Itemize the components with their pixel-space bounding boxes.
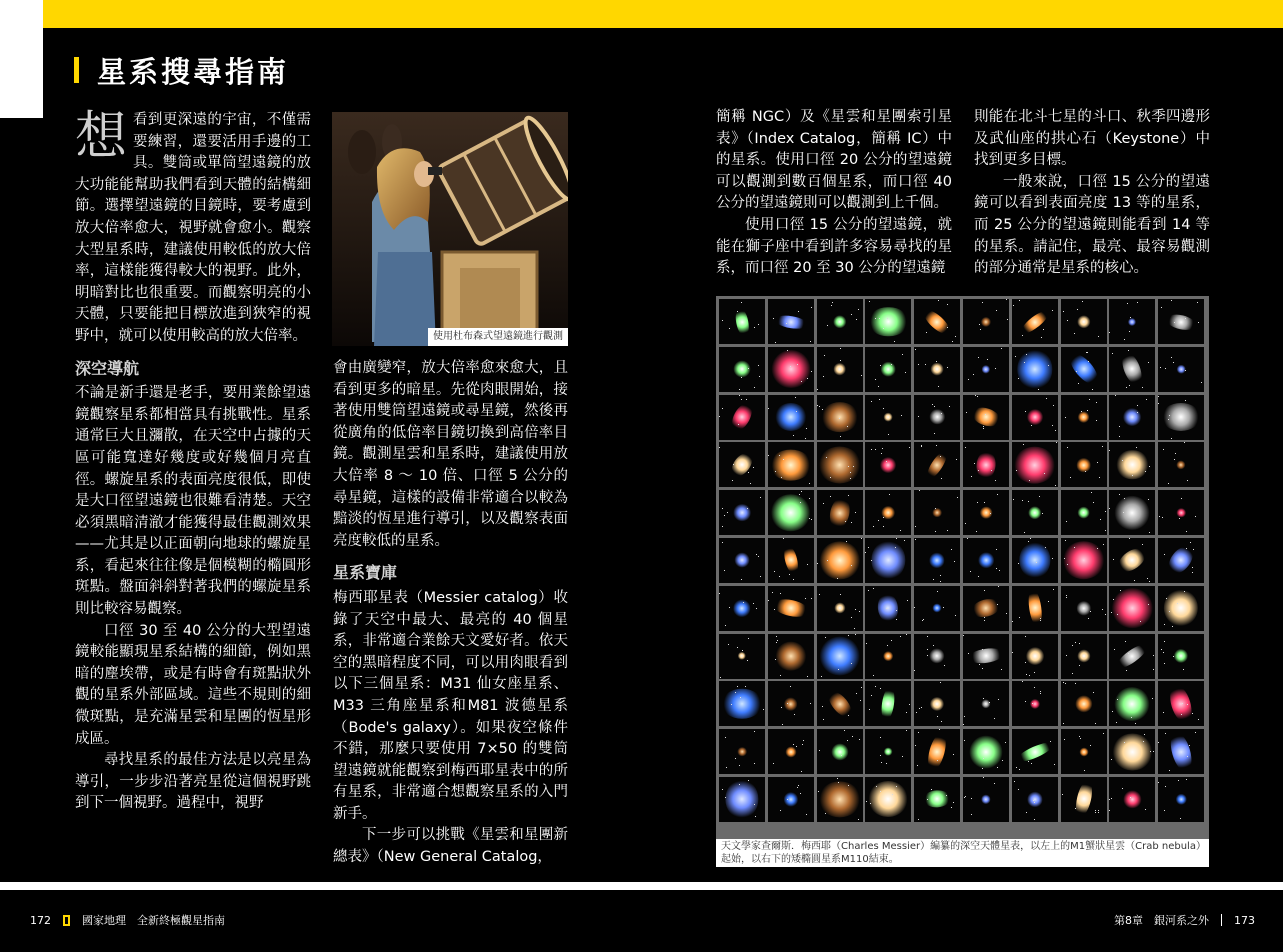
messier-object-thumbnail xyxy=(865,777,911,822)
messier-object-thumbnail xyxy=(768,681,814,726)
footer-left xyxy=(30,912,225,928)
col4-paragraph-1: 則能在北斗七星的斗口、秋季四邊形及武仙座的拱心石（Keystone）中找到更多目標。 xyxy=(974,109,1210,169)
messier-object-thumbnail xyxy=(1061,395,1107,440)
col1-paragraph-4: 尋找星系的最佳方法是以亮星為導引，一步步沿著亮星從這個視野跳到下一個視野。過程中，視野 xyxy=(75,752,311,812)
messier-object-thumbnail xyxy=(963,586,1009,631)
messier-object-thumbnail xyxy=(963,442,1009,487)
dobsonian-observer-illustration xyxy=(332,112,568,346)
messier-object-thumbnail xyxy=(865,681,911,726)
top-yellow-bar xyxy=(43,0,1283,28)
messier-object-thumbnail xyxy=(719,729,765,774)
messier-object-thumbnail xyxy=(1012,538,1058,583)
messier-object-thumbnail xyxy=(963,729,1009,774)
messier-object-thumbnail xyxy=(1109,681,1155,726)
messier-object-thumbnail xyxy=(1061,299,1107,344)
messier-object-thumbnail xyxy=(963,538,1009,583)
col1-paragraph-1: 看到更深遠的宇宙，不僅需要練習，還要活用手邊的工具。雙筒或單筒望遠鏡的放大功能能幫助我們看到天體的結構細節。選擇望遠鏡的目鏡時，要考慮到放大倍率愈大，視野就會愈小。觀察大型星系時，建議使用較低的放大倍率，這樣能獲得較大的視野。此外，明暗對比也很重要。而觀察明亮的小天體，只要能把目標放進到狹窄的視野中，就可以使用較高的放大倍率。 xyxy=(75,112,311,344)
messier-object-thumbnail xyxy=(1158,777,1204,822)
messier-object-thumbnail xyxy=(1012,777,1058,822)
col1-paragraph-3: 口徑 30 至 40 公分的大型望遠鏡較能顯現星系結構的細節，例如黑暗的塵埃帶，或是有時會有斑點狀外觀的星系外部區域。這些不規則的細微斑點，是充滿星雲和星團的恆星形成區。 xyxy=(75,622,311,747)
messier-object-thumbnail xyxy=(914,347,960,392)
messier-object-thumbnail xyxy=(914,777,960,822)
messier-object-thumbnail xyxy=(817,299,863,344)
messier-object-thumbnail xyxy=(768,729,814,774)
messier-object-thumbnail xyxy=(1012,490,1058,535)
drop-cap: 想 xyxy=(75,107,128,167)
grid-caption: 天文學家查爾斯．梅西耶（Charles Messier）編纂的深空天體星表，以左上的M1蟹狀星雲（Crab nebula）起始，以右下的矮橢圓星系M110結束。 xyxy=(716,839,1209,867)
messier-object-thumbnail xyxy=(1158,634,1204,679)
messier-object-thumbnail xyxy=(768,538,814,583)
messier-catalog-grid xyxy=(716,296,1209,839)
messier-object-thumbnail xyxy=(1061,777,1107,822)
messier-object-thumbnail xyxy=(1061,586,1107,631)
messier-object-thumbnail xyxy=(719,586,765,631)
messier-object-thumbnail xyxy=(1061,634,1107,679)
messier-object-thumbnail xyxy=(817,347,863,392)
telescope-photo xyxy=(332,112,568,346)
messier-object-thumbnail xyxy=(1061,681,1107,726)
messier-object-thumbnail xyxy=(768,395,814,440)
col1-paragraph-2: 不論是新手還是老手，要用業餘望遠鏡觀察星系都相當具有挑戰性。星系通常巨大且瀰散，在天空中占據的天區可能寬達好幾度或好幾個月亮直徑。螺旋星系的表面亮度很低，即使是大口徑望遠鏡也很難看清楚。天空必須黑暗清澈才能獲得最佳觀測效果——尤其是以正面朝向地球的螺旋星系，看起來往往像是個模糊的橢圓形斑點。盤面斜斜對著我們的螺旋星系則比較容易觀察。 xyxy=(75,385,311,618)
messier-object-thumbnail xyxy=(1158,442,1204,487)
messier-object-thumbnail xyxy=(817,490,863,535)
messier-object-thumbnail xyxy=(817,538,863,583)
messier-object-thumbnail xyxy=(865,490,911,535)
messier-object-thumbnail xyxy=(963,681,1009,726)
footer-right xyxy=(1114,912,1255,928)
messier-object-thumbnail xyxy=(817,777,863,822)
messier-object-thumbnail xyxy=(914,299,960,344)
messier-object-thumbnail xyxy=(1158,347,1204,392)
messier-object-thumbnail xyxy=(914,681,960,726)
section-header xyxy=(74,50,289,90)
messier-object-thumbnail xyxy=(914,729,960,774)
messier-object-thumbnail xyxy=(1109,490,1155,535)
messier-object-thumbnail xyxy=(1012,442,1058,487)
messier-object-thumbnail xyxy=(914,586,960,631)
messier-object-thumbnail xyxy=(719,490,765,535)
messier-object-thumbnail xyxy=(914,395,960,440)
messier-object-thumbnail xyxy=(1109,729,1155,774)
messier-object-thumbnail xyxy=(768,634,814,679)
messier-object-thumbnail xyxy=(865,395,911,440)
messier-object-thumbnail xyxy=(1158,490,1204,535)
messier-object-thumbnail xyxy=(963,395,1009,440)
chapter-title: 第8章 銀河系之外 xyxy=(1114,914,1209,927)
footer-divider xyxy=(1221,914,1222,926)
messier-object-thumbnail xyxy=(1012,634,1058,679)
messier-object-thumbnail xyxy=(1061,442,1107,487)
page-corner-block xyxy=(0,0,43,118)
text-column-1 xyxy=(75,107,311,815)
messier-object-thumbnail xyxy=(768,347,814,392)
messier-object-thumbnail xyxy=(1012,395,1058,440)
messier-object-thumbnail xyxy=(719,538,765,583)
messier-object-thumbnail xyxy=(817,442,863,487)
title-marker xyxy=(74,57,79,83)
footer-marker xyxy=(63,915,70,926)
messier-object-thumbnail xyxy=(817,395,863,440)
col2-paragraph-3: 下一步可以挑戰《星雲和星團新總表》（New General Catalog， xyxy=(333,827,568,866)
messier-object-thumbnail xyxy=(1012,586,1058,631)
right-page-number: 173 xyxy=(1234,913,1255,927)
heading-deep-sky-navigation: 深空導航 xyxy=(75,358,140,378)
messier-object-thumbnail xyxy=(1012,729,1058,774)
text-column-3 xyxy=(716,107,952,280)
messier-object-thumbnail xyxy=(914,442,960,487)
messier-object-thumbnail xyxy=(865,538,911,583)
messier-object-thumbnail xyxy=(963,634,1009,679)
messier-object-thumbnail xyxy=(719,299,765,344)
col3-paragraph-2: 使用口徑 15 公分的望遠鏡，就能在獅子座中看到許多容易尋找的星系，而口徑 20 至 30 公分的望遠鏡 xyxy=(716,216,952,277)
messier-object-thumbnail xyxy=(1012,347,1058,392)
messier-object-thumbnail xyxy=(963,299,1009,344)
messier-object-thumbnail xyxy=(817,681,863,726)
messier-object-thumbnail xyxy=(1158,729,1204,774)
messier-object-thumbnail xyxy=(963,490,1009,535)
messier-object-thumbnail xyxy=(817,586,863,631)
book-title: 國家地理 全新終極觀星指南 xyxy=(82,914,225,927)
messier-object-thumbnail xyxy=(1012,299,1058,344)
messier-object-thumbnail xyxy=(1158,586,1204,631)
col2-paragraph-2: 梅西耶星表（Messier catalog）收錄了天空中最大、最亮的 40 個星系，非常適合業餘天文愛好者。依天空的黑暗程度不同，可以用肉眼看到以下三個星系：M31 仙女座星系、M33 三角座星系和M81 波德星系（Bode's galaxy）。如果夜空條件不錯，那麼只要使用 7×50 的雙筒望遠鏡就能觀察到梅西耶星表中的所有星系，非常適合想觀察星系的入門新手。 xyxy=(333,589,568,822)
messier-object-thumbnail xyxy=(768,586,814,631)
messier-object-thumbnail xyxy=(719,634,765,679)
messier-object-thumbnail xyxy=(768,490,814,535)
messier-object-thumbnail xyxy=(719,395,765,440)
messier-object-thumbnail xyxy=(719,347,765,392)
col4-paragraph-2: 一般來說，口徑 15 公分的望遠鏡可以看到表面亮度 13 等的星系，而 25 公分的望遠鏡則能看到 14 等的星系。請記住，最亮、最容易觀測的部分通常是星系的核心。 xyxy=(974,173,1210,277)
messier-object-thumbnail xyxy=(914,490,960,535)
messier-object-thumbnail xyxy=(719,777,765,822)
messier-object-thumbnail xyxy=(865,442,911,487)
text-column-4 xyxy=(974,107,1210,280)
messier-object-thumbnail xyxy=(719,442,765,487)
messier-object-thumbnail xyxy=(1109,347,1155,392)
col3-paragraph-1: 簡稱 NGC）及《星雲和星團索引星表》（Index Catalog，簡稱 IC）中的星系。使用口徑 20 公分的望遠鏡可以觀測到數百個星系，而口徑 40 公分的望遠鏡則可以觀測到上千個。 xyxy=(716,109,952,212)
messier-object-thumbnail xyxy=(1109,777,1155,822)
messier-object-thumbnail xyxy=(865,299,911,344)
photo-caption: 使用杜布森式望遠鏡進行觀測 xyxy=(428,328,568,346)
messier-object-thumbnail xyxy=(768,777,814,822)
messier-object-thumbnail xyxy=(768,442,814,487)
messier-object-thumbnail xyxy=(1158,299,1204,344)
messier-object-thumbnail xyxy=(963,347,1009,392)
page-title: 星系搜尋指南 xyxy=(97,54,290,89)
messier-object-thumbnail xyxy=(1109,634,1155,679)
messier-object-thumbnail xyxy=(1158,538,1204,583)
messier-object-thumbnail xyxy=(865,347,911,392)
messier-object-thumbnail xyxy=(1061,729,1107,774)
messier-object-thumbnail xyxy=(865,586,911,631)
messier-object-thumbnail xyxy=(1109,538,1155,583)
messier-object-thumbnail xyxy=(963,777,1009,822)
messier-object-thumbnail xyxy=(1158,395,1204,440)
messier-object-thumbnail xyxy=(914,538,960,583)
messier-object-thumbnail xyxy=(1109,299,1155,344)
messier-object-thumbnail xyxy=(865,729,911,774)
heading-galaxy-treasury: 星系寶庫 xyxy=(333,563,398,583)
messier-object-thumbnail xyxy=(817,634,863,679)
messier-object-thumbnail xyxy=(1012,681,1058,726)
col2-paragraph-1: 會由廣變窄，放大倍率愈來愈大，且看到更多的暗星。先從肉眼開始，接著使用雙筒望遠鏡或尋星鏡，然後再從廣角的低倍率目鏡切換到高倍率目鏡。觀測星雲和星系時，建議使用放大倍率 8 ～ 10 倍、口徑 5 公分的尋星鏡，這樣的設備非常適合以較為黯淡的恆星進行導引，以及觀察表面亮度較低的星系。 xyxy=(333,360,568,549)
footer-rule xyxy=(0,882,1283,890)
messier-object-thumbnail xyxy=(914,634,960,679)
text-column-2 xyxy=(333,358,568,869)
messier-object-thumbnail xyxy=(1061,538,1107,583)
messier-object-thumbnail xyxy=(719,681,765,726)
messier-object-thumbnail xyxy=(1109,395,1155,440)
messier-object-thumbnail xyxy=(817,729,863,774)
messier-object-thumbnail xyxy=(1061,490,1107,535)
left-page-number: 172 xyxy=(30,913,51,927)
messier-object-thumbnail xyxy=(1158,681,1204,726)
messier-thumbnails xyxy=(719,299,1204,822)
messier-object-thumbnail xyxy=(1109,442,1155,487)
messier-object-thumbnail xyxy=(1061,347,1107,392)
messier-object-thumbnail xyxy=(865,634,911,679)
messier-object-thumbnail xyxy=(768,299,814,344)
messier-object-thumbnail xyxy=(1109,586,1155,631)
